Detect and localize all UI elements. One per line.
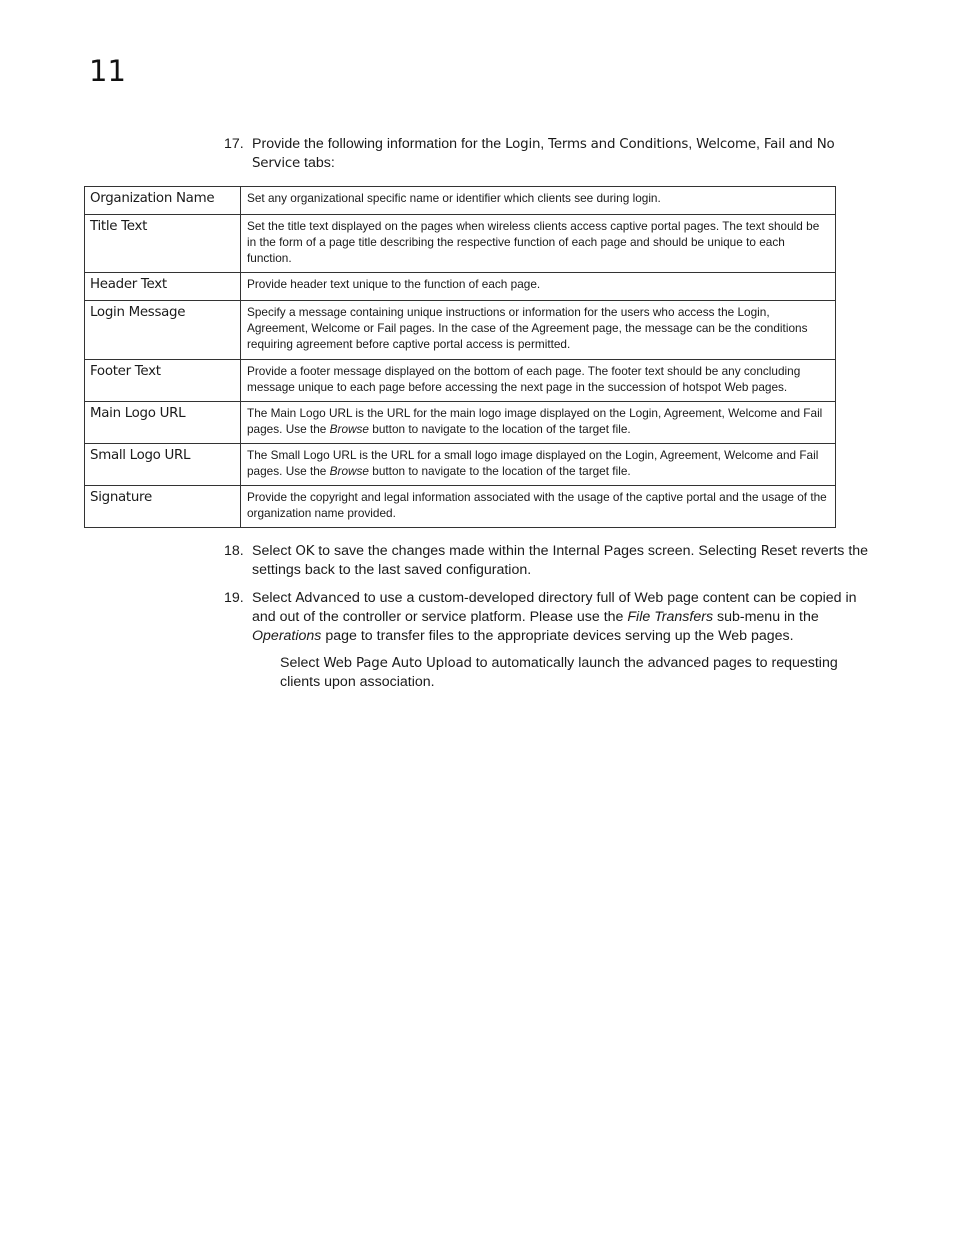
operations-reference: Operations (252, 628, 322, 644)
tab-name-no-service: No Service (252, 137, 835, 171)
table-row (85, 187, 836, 215)
field-name: Organization Name (85, 187, 241, 215)
field-name: Footer Text (85, 360, 241, 402)
step-text: Provide the following information for the Login, Terms and Conditions, Welcome, Fail and No Service tabs: (252, 136, 835, 171)
field-description: Provide a footer message displayed on the bottom of each page. The footer text should be any concluding message unique to each page before accessing the next page in the succession of hotspot Web pages. (241, 360, 836, 402)
chapter-number: 11 (89, 54, 126, 88)
auto-upload-option-reference: Web Page Auto Upload (323, 656, 472, 671)
tab-name-login: Login (505, 137, 541, 152)
step-number: 18. (224, 543, 244, 559)
field-description: Specify a message containing unique instructions or information for the users who access the Login, Agreement, Welcome or Fail pages. In the case of the Agreement page, the message can be the conditions requiring agreement before captive portal access is permitted. (241, 301, 836, 360)
note-paragraph: Select Web Page Auto Upload to automatically launch the advanced pages to requesting clients upon association. (280, 655, 838, 690)
table-row (85, 215, 836, 273)
field-description: The Main Logo URL is the URL for the main logo image displayed on the Login, Agreement, Welcome and Fail pages. Use the Browse button to navigate to the location of the target file. (241, 402, 836, 444)
table-row (85, 444, 836, 486)
reset-button-reference: Reset (760, 544, 798, 559)
field-name: Main Logo URL (85, 402, 241, 444)
table-row (85, 486, 836, 528)
tab-name-terms: Terms and Conditions (548, 137, 689, 152)
table-row (85, 273, 836, 301)
step-text: Select OK to save the changes made within the Internal Pages screen. Selecting Reset reverts the settings back to the last saved configuration. (252, 543, 869, 578)
step-number: 17. (224, 136, 244, 152)
browse-button-reference: Browse (329, 464, 369, 479)
step-18 (224, 542, 872, 580)
field-name: Signature (85, 486, 241, 528)
advanced-option-reference: Advanced (295, 591, 360, 606)
field-description: Set the title text displayed on the pages when wireless clients access captive portal pages. The text should be in the form of a page title describing the respective function of each page and should be unique to each function. (241, 215, 836, 273)
field-description: Provide header text unique to the function of each page. (241, 273, 836, 301)
step-text: Select Advanced to use a custom-developed directory full of Web page content can be copied in and out of the controller or service platform. Please use the File Transfers sub-menu in the Operations page to transfer files to the appropriate devices serving up the Web pages. (252, 590, 857, 644)
field-name: Title Text (85, 215, 241, 273)
table-row (85, 301, 836, 360)
table-row (85, 402, 836, 444)
browse-button-reference: Browse (329, 422, 369, 437)
table-row (85, 360, 836, 402)
tab-name-fail: Fail (763, 137, 786, 152)
field-description-table (84, 186, 836, 528)
field-description: Provide the copyright and legal information associated with the usage of the captive portal and the usage of the organization name provided. (241, 486, 836, 528)
file-transfers-reference: File Transfers (627, 609, 714, 625)
step-number: 19. (224, 590, 244, 606)
step-17 (224, 135, 872, 173)
field-description: The Small Logo URL is the URL for a small logo image displayed on the Login, Agreement, Welcome and Fail pages. Use the Browse button to navigate to the location of the target file. (241, 444, 836, 486)
ok-button-reference: OK (295, 544, 315, 559)
field-name: Header Text (85, 273, 241, 301)
step-19 (224, 589, 872, 646)
field-name: Login Message (85, 301, 241, 360)
tab-name-welcome: Welcome (696, 137, 756, 152)
field-name: Small Logo URL (85, 444, 241, 486)
field-description: Set any organizational specific name or identifier which clients see during login. (241, 187, 836, 215)
